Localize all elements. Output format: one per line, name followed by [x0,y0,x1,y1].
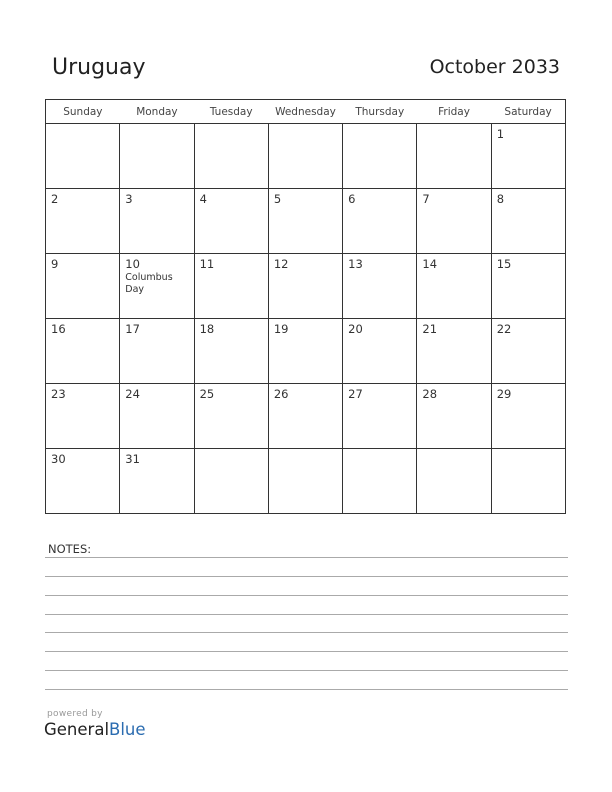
day-cell [417,449,491,514]
day-cell [46,384,120,449]
day-cell [343,449,417,514]
month-year-title: October 2033 [429,56,560,78]
day-cell [46,319,120,384]
day-number: 14 [422,257,438,271]
day-number [417,124,490,128]
day-number [195,449,268,453]
day-cell [343,124,417,189]
day-number: 4 [199,192,207,206]
day-cell [417,319,491,384]
day-cell [343,189,417,254]
week-row [46,449,566,514]
note-line [45,689,568,690]
day-number: 28 [422,387,438,401]
day-cell [46,254,120,319]
day-number: 23 [51,387,66,401]
weekday-header: Friday [417,100,491,124]
day-number: 3 [125,192,133,206]
day-cell [46,189,120,254]
day-cell [120,384,194,449]
weekday-header-row [46,100,566,124]
day-cell [417,189,491,254]
day-cell [417,384,491,449]
day-cell [417,124,491,189]
notes-label: NOTES: [48,542,92,556]
week-row [46,254,566,319]
note-line [45,651,568,652]
day-cell [491,254,565,319]
calendar-grid [45,99,566,514]
day-cell [194,384,268,449]
day-cell [194,254,268,319]
note-line [45,670,568,671]
day-number: 25 [199,387,215,401]
day-cell [268,124,342,189]
day-number: 21 [422,322,438,336]
day-number [120,124,193,128]
day-cell [491,449,565,514]
note-line [45,632,568,633]
day-cell [268,384,342,449]
day-cell [120,319,194,384]
weekday-header: Tuesday [194,100,268,124]
day-number: 31 [125,452,140,466]
week-row [46,124,566,189]
day-number: 7 [422,192,430,206]
day-number: 15 [496,257,512,271]
day-number: 1 [496,127,505,141]
day-number: 16 [51,322,66,336]
weekday-header: Wednesday [268,100,342,124]
day-cell [46,449,120,514]
note-line [45,557,568,558]
day-cell [268,189,342,254]
day-number: 11 [199,257,215,271]
day-number: 26 [273,387,289,401]
week-row [46,319,566,384]
day-cell [343,254,417,319]
day-cell [491,189,565,254]
day-number: 27 [348,387,363,401]
weekday-header: Monday [120,100,194,124]
day-number: 10 [125,257,140,271]
day-cell [343,384,417,449]
holiday-label: Columbus Day [125,272,173,295]
day-number [46,124,119,128]
day-number: 5 [273,192,282,206]
day-cell [194,449,268,514]
day-number: 17 [125,322,140,336]
day-cell [268,254,342,319]
day-number: 30 [51,452,66,466]
day-cell [194,189,268,254]
day-cell [343,319,417,384]
day-cell [268,319,342,384]
country-title: Uruguay [52,55,146,80]
week-row [46,189,566,254]
note-line [45,576,568,577]
week-row [46,384,566,449]
day-cell [417,254,491,319]
day-number [269,449,342,453]
day-number: 13 [348,257,363,271]
day-number [343,449,416,453]
day-cell [194,124,268,189]
day-cell [491,124,565,189]
day-number: 9 [51,257,59,271]
day-number: 20 [348,322,363,336]
day-number: 29 [496,387,512,401]
day-number: 22 [496,322,512,336]
powered-by-text: powered by [47,709,103,719]
brand-name-part1: General [44,720,110,739]
day-number: 6 [348,192,356,206]
day-cell [491,319,565,384]
day-number [269,124,342,128]
day-cell [46,124,120,189]
brand-name-part2: Blue [109,720,146,739]
day-cell [194,319,268,384]
day-cell [268,449,342,514]
day-cell [491,384,565,449]
weekday-header: Thursday [343,100,417,124]
day-number [417,449,490,453]
weekday-header: Sunday [46,100,120,124]
day-number: 24 [125,387,140,401]
day-number: 18 [199,322,215,336]
day-cell [120,189,194,254]
brand-logo[interactable] [44,720,146,739]
day-number: 12 [273,257,289,271]
day-cell [120,124,194,189]
day-number [195,124,268,128]
day-number: 19 [273,322,289,336]
day-cell [120,449,194,514]
note-line [45,595,568,596]
day-number: 8 [496,192,505,206]
day-number [343,124,416,128]
day-number: 2 [51,192,59,206]
day-cell [120,254,194,319]
weekday-header: Saturday [491,100,565,124]
day-number [492,449,565,453]
note-line [45,614,568,615]
